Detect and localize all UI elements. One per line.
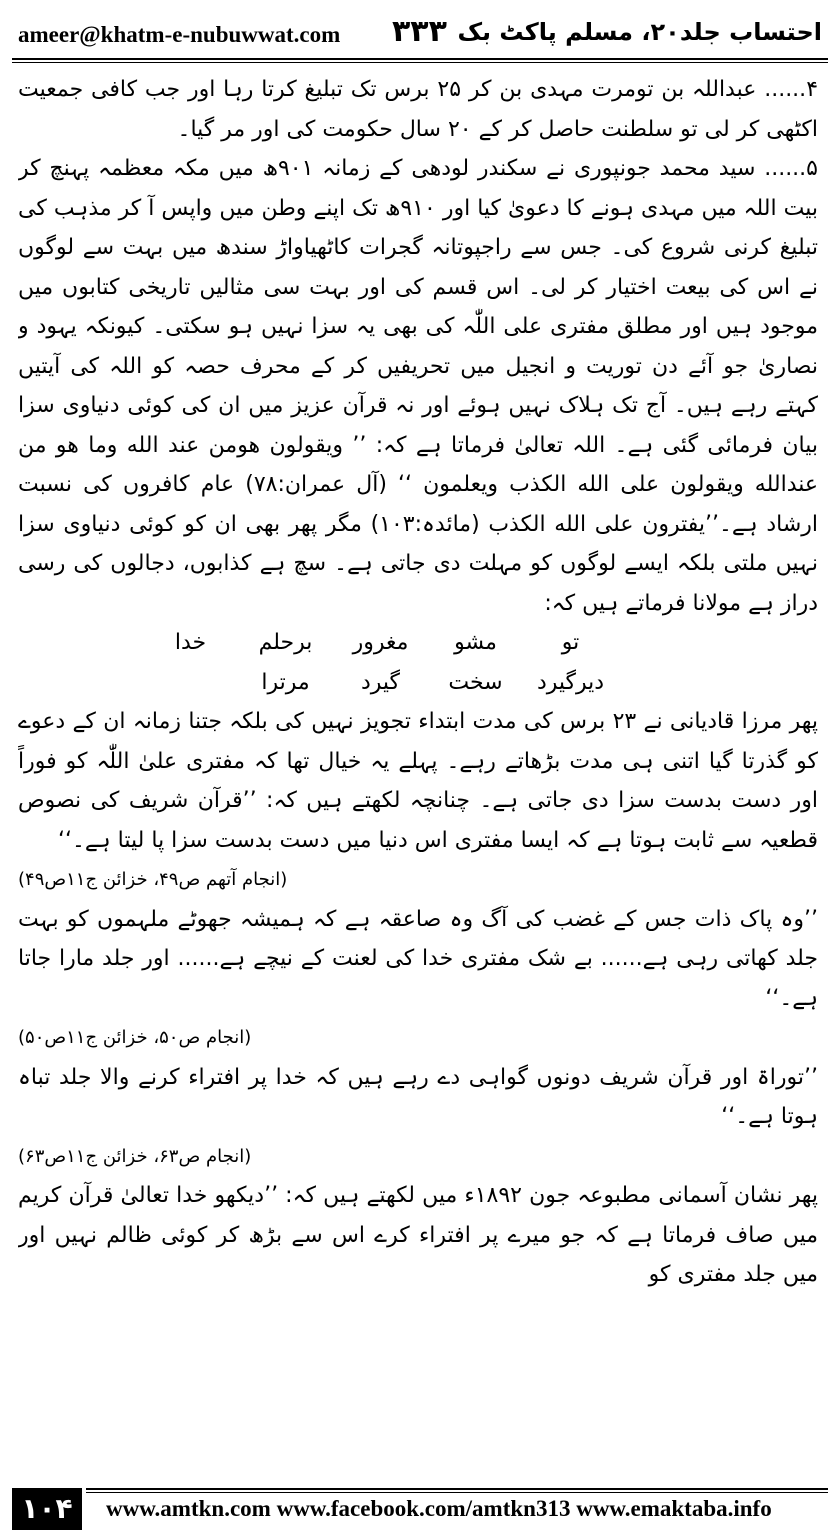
footer-page-number: ۱۰۴ bbox=[12, 1488, 82, 1530]
header-rule-thin bbox=[12, 62, 828, 63]
poem-word: مرترا bbox=[261, 669, 310, 695]
header-title: احتساب جلد۲۰، مسلم پاکٹ بک bbox=[457, 18, 822, 46]
reference-2: (انجام ص۵۰، خزائن ج۱۱ص۵۰) bbox=[18, 1027, 252, 1048]
footer-rule-thin bbox=[86, 1492, 828, 1493]
poem-word: تو bbox=[561, 630, 580, 655]
footer-links: www.amtkn.com www.facebook.com/amtkn313 www.emaktaba.info bbox=[106, 1496, 772, 1521]
header-page-number: ۳۳۳ bbox=[392, 14, 447, 49]
page-body bbox=[18, 70, 818, 1466]
poem-word: مشو bbox=[454, 630, 497, 655]
paragraph-nishan: پھر نشان آسمانی مطبوعہ جون ۱۸۹۲ء میں لکھتے ہیں کہ: ’’دیکھو خدا تعالیٰ قرآن کریم میں صاف فرماتا ہے کہ جو میرے پر افتراء کرے اس سے بڑھ کر کوئی ظالم نہیں اور میں جلد مفتری کو bbox=[18, 1183, 818, 1287]
poem-word: دیرگیرد bbox=[536, 669, 605, 695]
poem-word: سخت bbox=[448, 669, 503, 695]
poem-word: گیرد bbox=[360, 669, 401, 695]
footer-rule bbox=[86, 1488, 828, 1490]
quote-paragraph-2: ’’وہ پاک ذات جس کے غضب کی آگ وہ صاعقہ ہے کہ ہمیشہ جھوٹے ملہموں کو بہت جلد کھاتی رہی ہے...... بے شک مفتری خدا کی لعنت کے نیچے ہے...... اور جلد مارا جاتا ہے۔‘‘ bbox=[18, 906, 818, 1011]
quote-paragraph-3: ’’توراۃ اور قرآن شریف دونوں گواہی دے رہے ہیں کہ خدا پر افتراء کرنے والا جلد تباہ ہوتا ہے۔‘‘ bbox=[18, 1064, 818, 1129]
paragraph-duration: پھر مرزا قادیانی نے ۲۳ برس کی مدت ابتداء تجویز نہیں کی بلکہ جتنا زمانہ ان کے دعوے کو گذرتا گیا اتنی ہی مدت بڑھاتے رہے۔ پہلے یہ خیال تھا کہ مفتری علیٰ اللّٰہ کو فوراً اور دست بدست سزا دی جاتی ہے۔ چنانچہ لکھتے ہیں کہ: ’’قرآن شریف کی نصوص قطعیہ سے ثابت ہوتا ہے کہ ایسا مفتری اس دنیا میں دست بدست سزا پا لیتا ہے۔‘‘ bbox=[18, 709, 818, 853]
header-rule bbox=[12, 58, 828, 60]
poem-word: خدا bbox=[174, 630, 207, 655]
paragraph-item-5: ۵...... سید محمد جونپوری نے سکندر لودھی کے زمانہ ۹۰۱ھ میں مکہ معظمہ پہنچ کر بیت اللہ میں مہدی ہونے کا دعویٰ کیا اور ۹۱۰ھ تک اپنے وطن میں واپس آ کر مذہب کی تبلیغ کرنی شروع کی۔ جس سے راجپوتانہ گجرات کاٹھیاواڑ سندھ میں بہت سے لوگوں نے اس کی بیعت اختیار کر لی۔ اس قسم کی اور بہت سی مثالیں تاریخی کتابوں میں موجود ہیں اور مطلق مفتری علی اللّٰہ کی بھی یہ سزا نہیں ہو سکتی۔ کیونکہ یہود و نصاریٰ جو آئے دن توریت و انجیل میں تحریفیں کر کے محرف حصہ کو اللہ کی آیتیں کہتے رہے ہیں۔ آج تک ہلاک نہیں ہوئے اور نہ قرآن عزیز میں ان کی کوئی دنیاوی سزا بیان فرمائی گئی ہے۔ اللہ تعالیٰ فرماتا ہے کہ: ’’ ویقولون هومن عند الله وما هو من عندالله ويقولون على الله الكذب ويعلمون ‘‘ (آل عمران:۷۸) عام کافروں کی نسبت ارشاد ہے۔’’یفترون على الله الكذب (مائدہ:۱۰۳) مگر پھر بھی ان کو کوئی دنیاوی سزا نہیں ملتی بلکہ ایسے لوگوں کو مہلت دی جاتی ہے۔ سچ ہے کذابوں، دجالوں کی رسی دراز ہے مولانا فرماتے ہیں کہ: bbox=[18, 156, 818, 616]
page-header bbox=[12, 14, 828, 54]
poem-word: برحلم bbox=[258, 630, 313, 655]
paragraph-item-4: ۴...... عبداللہ بن تومرت مہدی بن کر ۲۵ برس تک تبلیغ کرتا رہا اور جب کافی جمعیت اکٹھی کر لی تو سلطنت حاصل کر کے ۲۰ سال حکومت کی اور مر گیا۔ bbox=[18, 77, 818, 142]
reference-3: (انجام ص۶۳، خزائن ج۱۱ص۶۳) bbox=[18, 1145, 252, 1167]
poem-line-2 bbox=[18, 663, 818, 703]
header-email: ameer@khatm-e-nubuwwat.com bbox=[18, 22, 341, 47]
page-footer bbox=[12, 1488, 828, 1532]
reference-1: (انجام آتھم ص۴۹، خزائن ج۱۱ص۴۹) bbox=[18, 869, 288, 890]
poem-word: مغرور bbox=[352, 630, 409, 655]
poem-line-1 bbox=[18, 623, 818, 663]
